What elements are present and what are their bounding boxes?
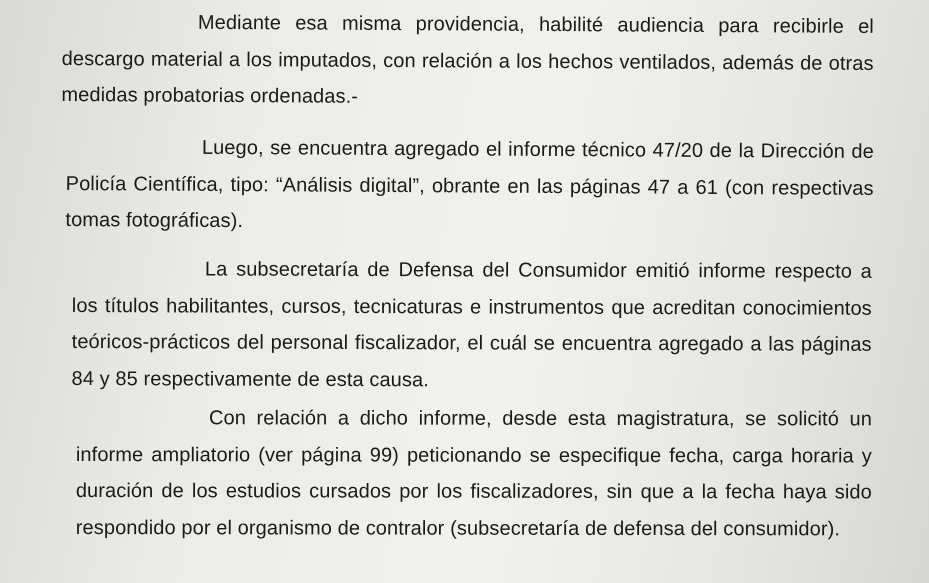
paragraph-3-text: La subsecretaría de Defensa del Consumidor emitió informe respecto a los títulos habilitantes, cursos, tecnicaturas e instrumentos que acreditan conocimientos teóricos-prácticos del personal fiscalizador, el cuál se encuentra agregado a las páginas 84 y 85 respectivamente de esta causa. <box>71 258 872 391</box>
paragraph-2-text: Luego, se encuentra agregado el informe técnico 47/20 de la Dirección de Policía Científica, tipo: “Análisis digital”, obrante en las páginas 47 a 61 (con respectivas tomas fotográficas). <box>65 136 874 233</box>
paragraph-1 <box>61 4 874 118</box>
indent <box>62 28 198 29</box>
paragraph-2 <box>65 129 874 243</box>
paragraph-4-text: Con relación a dicho informe, desde esta magistratura, se solicitó un informe ampliatorio (ver página 99) peticionando se especifique fecha, carga horaria y duración de los estudios cursados por los fiscalizadores, sin que a la fecha haya sido respondido por el organismo de contralor (subsecretaría de defensa del consumidor). <box>75 407 872 540</box>
indent <box>66 153 202 154</box>
paragraph-1-text: Mediante esa misma providencia, habilité audiencia para recibirle el descargo material a los imputados, con relación a los hechos ventilados, además de otras medidas probatorias ordenadas.- <box>61 11 874 108</box>
paragraph-3 <box>71 251 872 400</box>
paragraph-4 <box>76 400 872 547</box>
